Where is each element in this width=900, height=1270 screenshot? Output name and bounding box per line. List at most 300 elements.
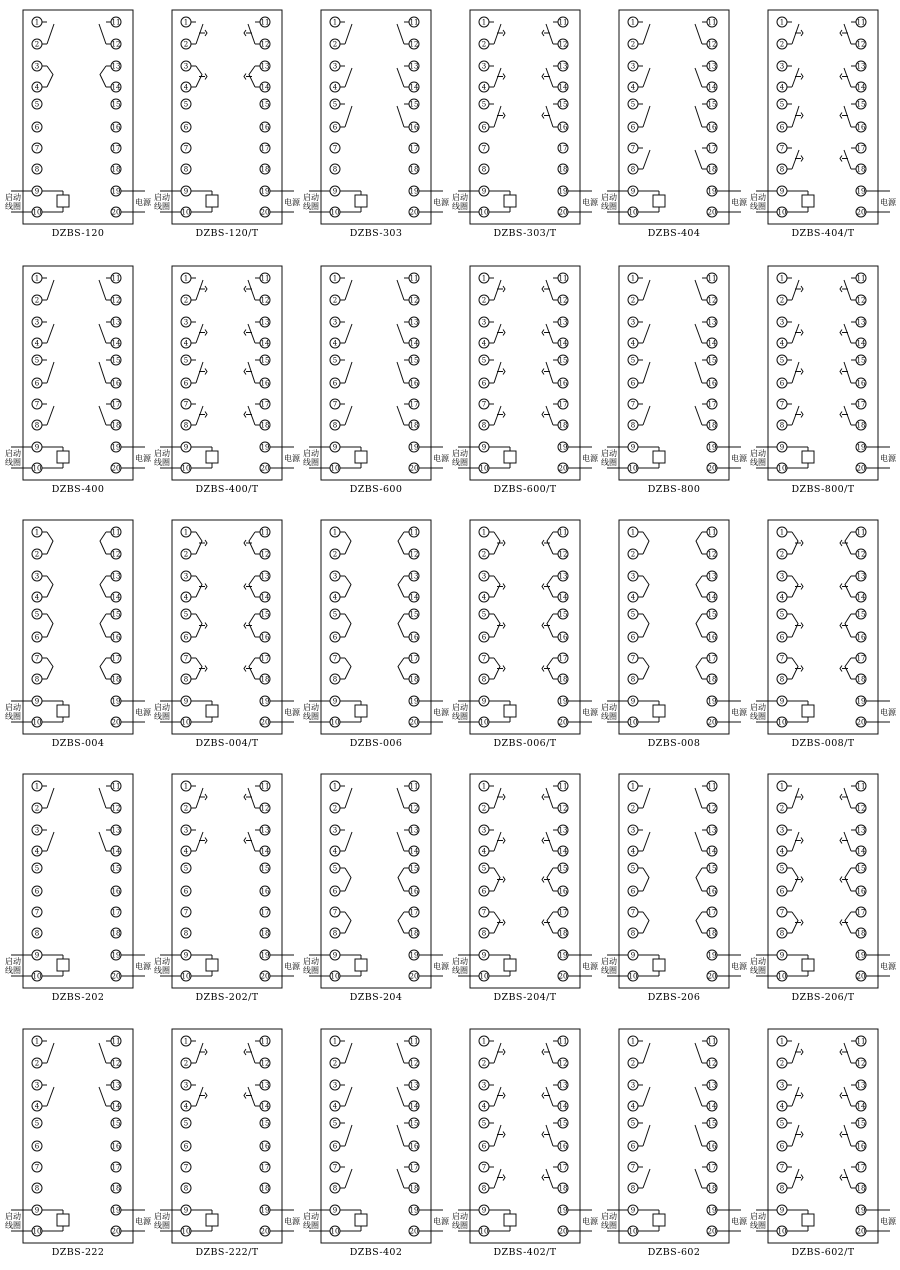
terminal-number: 17 [111, 144, 121, 153]
terminal-number: 13 [260, 62, 270, 71]
terminal-number: 6 [779, 633, 785, 642]
terminal-number: 12 [409, 804, 419, 813]
terminal-number: 5 [481, 100, 487, 109]
terminal-number: 13 [111, 318, 121, 327]
terminal-number: 20 [707, 1227, 717, 1236]
terminal-number: 5 [332, 100, 338, 109]
coil-symbol [504, 705, 516, 717]
model-name: DZBS-602 [647, 1247, 701, 1258]
terminal-number: 9 [34, 697, 40, 706]
terminal-number: 15 [856, 864, 866, 873]
terminal-number: 19 [260, 951, 270, 960]
terminal-number: 3 [332, 318, 338, 327]
terminal-number: 2 [630, 804, 636, 813]
relay-panel-dzbs-404-t [750, 10, 897, 239]
terminal-number: 12 [409, 40, 419, 49]
terminal-number: 6 [481, 123, 487, 132]
terminal-number: 17 [856, 400, 866, 409]
terminal-number: 20 [260, 972, 270, 981]
terminal-number: 3 [183, 572, 189, 581]
terminal-number: 10 [628, 464, 638, 473]
terminal-number: 5 [481, 610, 487, 619]
terminal-number: 5 [183, 864, 189, 873]
terminal-number: 17 [111, 400, 121, 409]
terminal-number: 9 [34, 951, 40, 960]
terminal-number: 7 [630, 1163, 636, 1172]
terminal-number: 19 [260, 697, 270, 706]
terminal-number: 9 [332, 187, 338, 196]
terminal-number: 13 [409, 62, 419, 71]
terminal-number: 18 [111, 929, 121, 938]
terminal-number: 14 [558, 83, 568, 92]
relay-panel-dzbs-004 [5, 520, 152, 749]
terminal-number: 7 [779, 400, 785, 409]
terminal-number: 6 [779, 123, 785, 132]
terminal-number: 11 [111, 274, 121, 283]
coil-label: 线圈 [452, 712, 468, 721]
terminal-number: 10 [181, 208, 191, 217]
terminal-number: 19 [558, 697, 568, 706]
terminal-number: 13 [409, 318, 419, 327]
terminal-number: 9 [630, 443, 636, 452]
terminal-number: 16 [856, 1142, 866, 1151]
model-name: DZBS-008/T [791, 738, 855, 749]
terminal-number: 2 [332, 40, 338, 49]
coil-label: 线圈 [5, 1221, 21, 1230]
terminal-number: 12 [707, 1059, 717, 1068]
terminal-number: 4 [630, 83, 636, 92]
terminal-number: 2 [34, 296, 40, 305]
relay-panel-dzbs-303-t [452, 10, 599, 239]
terminal-number: 10 [181, 1227, 191, 1236]
terminal-number: 2 [34, 1059, 40, 1068]
terminal-number: 13 [707, 826, 717, 835]
terminal-number: 9 [183, 697, 189, 706]
terminal-number: 20 [856, 464, 866, 473]
relay-panel-dzbs-800 [601, 266, 748, 495]
terminal-number: 1 [332, 18, 338, 27]
terminal-number: 19 [409, 697, 419, 706]
terminal-number: 10 [32, 718, 42, 727]
terminal-number: 15 [856, 1119, 866, 1128]
terminal-number: 8 [779, 1184, 785, 1193]
terminal-number: 17 [707, 400, 717, 409]
terminal-number: 11 [707, 782, 717, 791]
terminal-number: 2 [630, 550, 636, 559]
terminal-number: 17 [856, 654, 866, 663]
terminal-number: 13 [409, 572, 419, 581]
terminal-number: 18 [260, 165, 270, 174]
terminal-number: 20 [707, 464, 717, 473]
terminal-number: 2 [779, 296, 785, 305]
terminal-number: 6 [183, 379, 189, 388]
terminal-number: 14 [409, 1102, 419, 1111]
coil-symbol [57, 959, 69, 971]
terminal-number: 16 [111, 887, 121, 896]
coil-symbol [653, 705, 665, 717]
power-label: 电源 [582, 198, 598, 207]
terminal-number: 13 [707, 1081, 717, 1090]
terminal-number: 1 [779, 1037, 785, 1046]
coil-label: 线圈 [452, 202, 468, 211]
power-label: 电源 [582, 708, 598, 717]
coil-symbol [653, 451, 665, 463]
terminal-number: 16 [409, 123, 419, 132]
terminal-number: 8 [34, 675, 40, 684]
terminal-number: 2 [481, 550, 487, 559]
terminal-number: 14 [260, 339, 270, 348]
terminal-number: 16 [558, 1142, 568, 1151]
relay-panel-dzbs-206-t [750, 774, 897, 1003]
power-label: 电源 [433, 198, 449, 207]
terminal-number: 1 [779, 782, 785, 791]
terminal-number: 6 [481, 633, 487, 642]
terminal-number: 15 [558, 100, 568, 109]
terminal-number: 7 [183, 144, 189, 153]
terminal-number: 11 [856, 528, 866, 537]
terminal-number: 13 [260, 1081, 270, 1090]
terminal-number: 20 [409, 464, 419, 473]
terminal-number: 13 [856, 62, 866, 71]
terminal-number: 14 [409, 83, 419, 92]
coil-label: 线圈 [5, 202, 21, 211]
terminal-number: 8 [183, 929, 189, 938]
terminal-number: 1 [630, 528, 636, 537]
terminal-number: 16 [260, 633, 270, 642]
terminal-number: 17 [707, 144, 717, 153]
terminal-number: 18 [111, 421, 121, 430]
terminal-number: 16 [856, 123, 866, 132]
terminal-number: 5 [34, 1119, 40, 1128]
terminal-number: 4 [481, 339, 487, 348]
terminal-number: 8 [630, 929, 636, 938]
terminal-number: 8 [481, 675, 487, 684]
terminal-number: 5 [34, 864, 40, 873]
terminal-number: 12 [856, 1059, 866, 1068]
terminal-number: 18 [409, 929, 419, 938]
terminal-number: 11 [856, 782, 866, 791]
terminal-number: 20 [558, 208, 568, 217]
terminal-number: 18 [409, 421, 419, 430]
coil-label: 线圈 [303, 458, 319, 467]
terminal-number: 11 [111, 528, 121, 537]
terminal-number: 4 [183, 847, 189, 856]
terminal-number: 17 [707, 1163, 717, 1172]
terminal-number: 4 [630, 1102, 636, 1111]
terminal-number: 4 [481, 83, 487, 92]
terminal-number: 16 [260, 887, 270, 896]
terminal-number: 12 [111, 296, 121, 305]
terminal-number: 5 [779, 100, 785, 109]
coil-label: 启动 [452, 193, 468, 202]
terminal-number: 13 [111, 826, 121, 835]
terminal-number: 5 [332, 610, 338, 619]
terminal-number: 16 [707, 1142, 717, 1151]
terminal-number: 13 [111, 1081, 121, 1090]
terminal-number: 19 [707, 697, 717, 706]
terminal-number: 5 [779, 864, 785, 873]
terminal-number: 6 [481, 1142, 487, 1151]
terminal-number: 3 [183, 1081, 189, 1090]
terminal-number: 6 [481, 379, 487, 388]
terminal-number: 17 [260, 144, 270, 153]
terminal-number: 14 [856, 339, 866, 348]
terminal-number: 15 [707, 610, 717, 619]
model-name: DZBS-006/T [493, 738, 557, 749]
terminal-number: 8 [332, 929, 338, 938]
terminal-number: 7 [779, 908, 785, 917]
terminal-number: 15 [260, 100, 270, 109]
coil-label: 线圈 [452, 966, 468, 975]
terminal-number: 4 [34, 83, 40, 92]
terminal-number: 16 [409, 379, 419, 388]
terminal-number: 14 [111, 83, 121, 92]
power-label: 电源 [582, 454, 598, 463]
terminal-number: 13 [856, 826, 866, 835]
coil-symbol [802, 705, 814, 717]
terminal-number: 2 [481, 804, 487, 813]
terminal-number: 18 [856, 1184, 866, 1193]
terminal-number: 7 [481, 144, 487, 153]
terminal-number: 15 [409, 356, 419, 365]
terminal-number: 18 [260, 1184, 270, 1193]
terminal-number: 4 [34, 847, 40, 856]
terminal-number: 7 [481, 400, 487, 409]
terminal-number: 19 [558, 443, 568, 452]
terminal-number: 10 [181, 718, 191, 727]
terminal-number: 15 [260, 1119, 270, 1128]
terminal-number: 19 [409, 443, 419, 452]
terminal-number: 7 [481, 908, 487, 917]
terminal-number: 11 [260, 528, 270, 537]
terminal-number: 7 [183, 400, 189, 409]
terminal-number: 8 [630, 1184, 636, 1193]
coil-symbol [355, 451, 367, 463]
terminal-number: 9 [183, 187, 189, 196]
coil-symbol [802, 451, 814, 463]
relay-panel-dzbs-206 [601, 774, 748, 1003]
model-name: DZBS-303/T [493, 228, 557, 239]
terminal-number: 10 [181, 972, 191, 981]
terminal-number: 19 [260, 187, 270, 196]
terminal-number: 9 [779, 951, 785, 960]
terminal-number: 13 [558, 62, 568, 71]
terminal-number: 14 [111, 847, 121, 856]
terminal-number: 10 [32, 208, 42, 217]
terminal-number: 8 [779, 165, 785, 174]
coil-label: 线圈 [154, 458, 170, 467]
coil-label: 线圈 [601, 966, 617, 975]
terminal-number: 18 [260, 929, 270, 938]
coil-label: 线圈 [601, 712, 617, 721]
terminal-number: 3 [34, 572, 40, 581]
terminal-number: 17 [409, 908, 419, 917]
coil-symbol [653, 1214, 665, 1226]
terminal-number: 18 [707, 421, 717, 430]
model-name: DZBS-222 [51, 1247, 105, 1258]
coil-symbol [355, 1214, 367, 1226]
terminal-number: 17 [707, 908, 717, 917]
coil-symbol [653, 195, 665, 207]
terminal-number: 15 [558, 356, 568, 365]
terminal-number: 20 [558, 718, 568, 727]
terminal-number: 12 [558, 804, 568, 813]
terminal-number: 2 [779, 550, 785, 559]
terminal-number: 13 [260, 826, 270, 835]
model-name: DZBS-600 [349, 484, 403, 495]
terminal-number: 17 [707, 654, 717, 663]
coil-label: 启动 [5, 957, 21, 966]
terminal-number: 3 [34, 1081, 40, 1090]
terminal-number: 6 [34, 887, 40, 896]
terminal-number: 17 [111, 1163, 121, 1172]
terminal-number: 3 [481, 826, 487, 835]
terminal-number: 12 [856, 40, 866, 49]
terminal-number: 16 [111, 379, 121, 388]
terminal-number: 18 [707, 929, 717, 938]
terminal-number: 17 [558, 654, 568, 663]
terminal-number: 17 [558, 144, 568, 153]
terminal-number: 7 [183, 1163, 189, 1172]
terminal-number: 12 [260, 550, 270, 559]
terminal-number: 19 [260, 443, 270, 452]
terminal-number: 1 [481, 1037, 487, 1046]
relay-panel-dzbs-400 [5, 266, 152, 495]
terminal-number: 19 [111, 697, 121, 706]
terminal-number: 1 [332, 1037, 338, 1046]
terminal-number: 11 [558, 18, 568, 27]
terminal-number: 12 [409, 296, 419, 305]
terminal-number: 6 [34, 379, 40, 388]
coil-symbol [57, 1214, 69, 1226]
terminal-number: 11 [558, 528, 568, 537]
terminal-number: 1 [183, 274, 189, 283]
terminal-number: 16 [111, 1142, 121, 1151]
terminal-number: 15 [707, 864, 717, 873]
terminal-number: 16 [707, 633, 717, 642]
terminal-number: 15 [111, 610, 121, 619]
coil-label: 线圈 [601, 1221, 617, 1230]
terminal-number: 6 [779, 887, 785, 896]
terminal-number: 15 [856, 610, 866, 619]
terminal-number: 18 [111, 1184, 121, 1193]
terminal-number: 1 [779, 528, 785, 537]
model-name: DZBS-404/T [791, 228, 855, 239]
terminal-number: 7 [332, 1163, 338, 1172]
terminal-number: 8 [630, 675, 636, 684]
terminal-number: 3 [779, 318, 785, 327]
terminal-number: 19 [111, 1206, 121, 1215]
terminal-number: 19 [409, 1206, 419, 1215]
coil-label: 线圈 [303, 202, 319, 211]
coil-label: 启动 [452, 703, 468, 712]
relay-panel-dzbs-400-t [154, 266, 301, 495]
coil-label: 启动 [601, 703, 617, 712]
terminal-number: 2 [34, 40, 40, 49]
terminal-number: 5 [779, 356, 785, 365]
terminal-number: 17 [558, 400, 568, 409]
terminal-number: 16 [856, 633, 866, 642]
terminal-number: 14 [707, 593, 717, 602]
terminal-number: 16 [111, 633, 121, 642]
terminal-number: 1 [481, 274, 487, 283]
terminal-number: 6 [779, 379, 785, 388]
terminal-number: 4 [332, 847, 338, 856]
coil-symbol [57, 451, 69, 463]
terminal-number: 9 [332, 1206, 338, 1215]
terminal-number: 6 [481, 887, 487, 896]
terminal-number: 1 [34, 528, 40, 537]
coil-label: 启动 [5, 1212, 21, 1221]
coil-label: 启动 [154, 1212, 170, 1221]
terminal-number: 17 [260, 908, 270, 917]
terminal-number: 3 [34, 62, 40, 71]
terminal-number: 2 [779, 804, 785, 813]
terminal-number: 10 [479, 718, 489, 727]
model-name: DZBS-404 [647, 228, 701, 239]
terminal-number: 20 [260, 208, 270, 217]
terminal-number: 20 [111, 972, 121, 981]
coil-label: 启动 [601, 957, 617, 966]
terminal-number: 5 [630, 610, 636, 619]
terminal-number: 8 [332, 421, 338, 430]
terminal-number: 14 [707, 83, 717, 92]
terminal-number: 1 [183, 782, 189, 791]
terminal-number: 9 [183, 1206, 189, 1215]
terminal-number: 17 [409, 144, 419, 153]
terminal-number: 14 [856, 593, 866, 602]
terminal-number: 20 [409, 718, 419, 727]
power-label: 电源 [731, 962, 747, 971]
terminal-number: 19 [558, 1206, 568, 1215]
coil-label: 线圈 [601, 458, 617, 467]
coil-symbol [206, 959, 218, 971]
terminal-number: 2 [630, 40, 636, 49]
terminal-number: 3 [332, 62, 338, 71]
terminal-number: 2 [332, 296, 338, 305]
terminal-number: 2 [183, 296, 189, 305]
coil-label: 启动 [452, 449, 468, 458]
terminal-number: 1 [630, 1037, 636, 1046]
model-name: DZBS-204/T [493, 992, 557, 1003]
terminal-number: 8 [779, 929, 785, 938]
terminal-number: 1 [332, 782, 338, 791]
relay-panel-dzbs-222 [5, 1029, 152, 1258]
terminal-number: 16 [856, 379, 866, 388]
terminal-number: 7 [481, 1163, 487, 1172]
coil-label: 启动 [303, 449, 319, 458]
terminal-number: 14 [409, 593, 419, 602]
coil-label: 启动 [750, 957, 766, 966]
model-name: DZBS-202 [51, 992, 105, 1003]
coil-label: 启动 [601, 449, 617, 458]
terminal-number: 2 [481, 1059, 487, 1068]
terminal-number: 4 [332, 593, 338, 602]
model-name: DZBS-800 [647, 484, 701, 495]
terminal-number: 15 [111, 356, 121, 365]
model-name: DZBS-402/T [493, 1247, 557, 1258]
relay-panel-dzbs-202-t [154, 774, 301, 1003]
coil-label: 线圈 [303, 712, 319, 721]
terminal-number: 1 [630, 274, 636, 283]
terminal-number: 12 [558, 40, 568, 49]
terminal-number: 20 [111, 464, 121, 473]
coil-label: 线圈 [601, 202, 617, 211]
terminal-number: 11 [260, 18, 270, 27]
terminal-number: 11 [707, 1037, 717, 1046]
terminal-number: 16 [558, 123, 568, 132]
terminal-number: 11 [558, 782, 568, 791]
